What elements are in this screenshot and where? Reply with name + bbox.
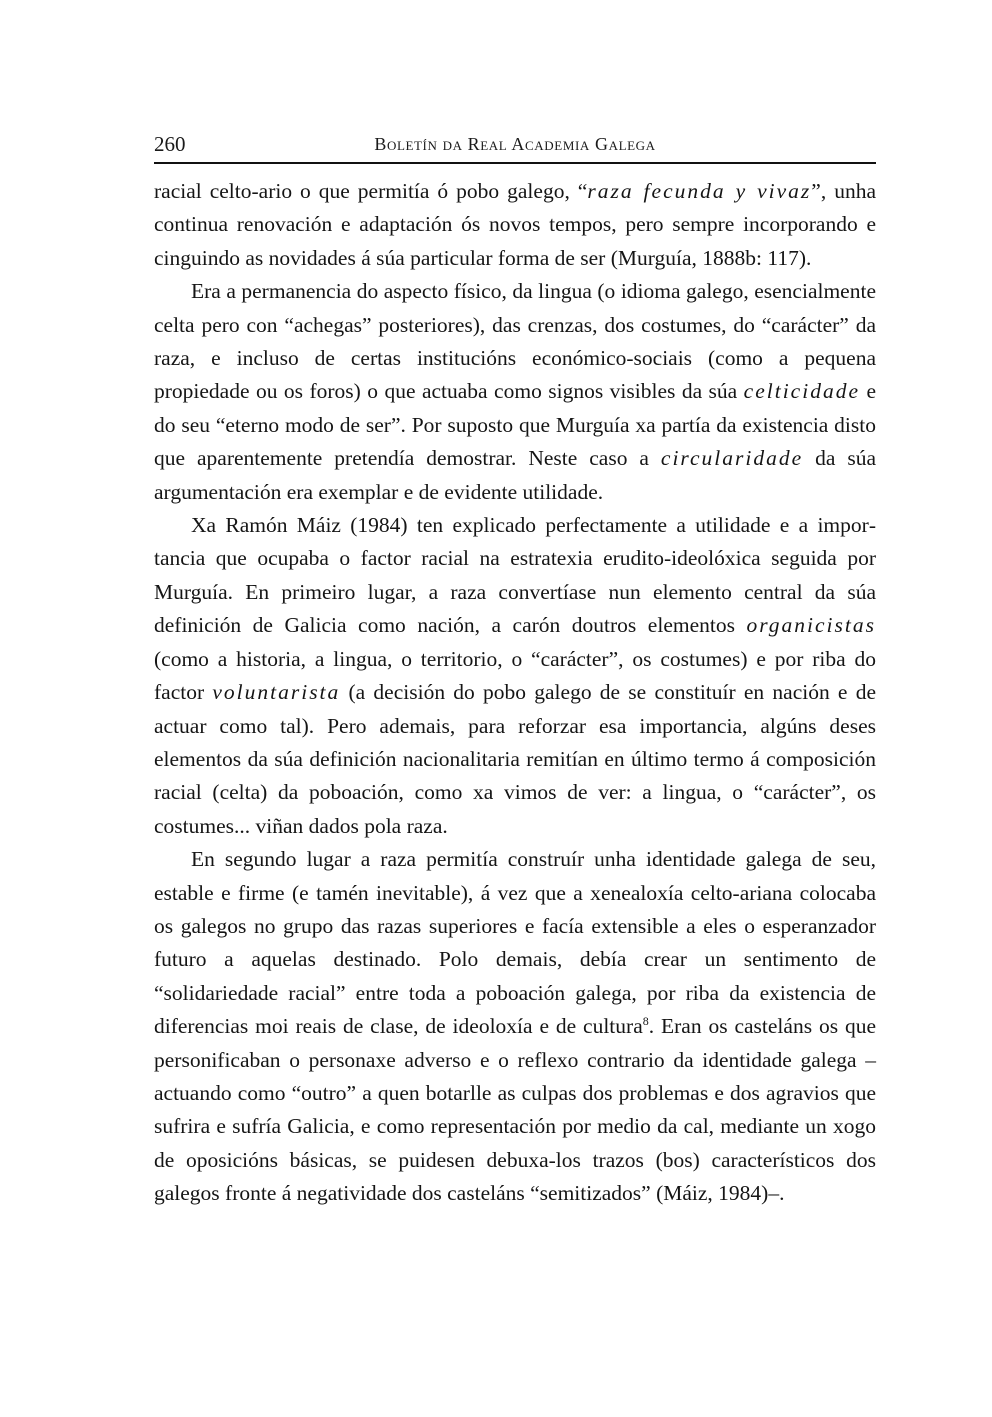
text-run: (como a historia, a lingua, o territorio, o “carácter”, os costumes) e por riba do factor <box>154 646 876 705</box>
text-run: e do seu “eterno modo de ser”. Por suposto que Murguía xa partía da existencia disto que aparentemente pretendía demostrar. Neste caso a <box>154 379 876 471</box>
journal-title: Boletín da Real Academia Galega <box>374 134 656 154</box>
paragraph-4 <box>154 843 876 1210</box>
text-run: racial celto-ario o que permitía ó pobo galego, “ <box>154 179 588 203</box>
header-rule <box>154 162 876 164</box>
italic-term: circularidade <box>660 446 804 471</box>
page-number: 260 <box>154 132 186 156</box>
italic-term: celticidade <box>743 379 860 404</box>
running-head <box>154 132 876 162</box>
text-run: (a decisión do pobo galego de se constituír en nación e de actuar como tal). Pero ademais, para reforzar esa importancia, algúns deses elementos da súa definición nacionalitaria remitían en último termo á composición racial (celta) da poboación, como xa vimos de ver: a lingua, o “carácter”, os costumes... viñan dados pola raza. <box>154 680 876 838</box>
text-run: da súa argumentación era exemplar e de evidente utilidade. <box>154 446 877 504</box>
text-run: Era a permanencia do aspecto físico, da lingua (o idioma galego, esencialmente celta pero con “achegas” posteriores), das crenzas, dos costumes, do “carácter” da raza, e incluso de certas institucións económico-sociais (como a pequena propiedade ou os foros) o que actuaba como signos visibles da súa <box>154 279 876 404</box>
italic-term: raza fecunda y vivaz <box>587 179 812 203</box>
paragraph-2 <box>154 275 876 509</box>
paragraph-1 <box>154 175 876 275</box>
italic-term: voluntarista <box>212 680 341 705</box>
text-run: . Eran os casteláns os que personificaban o personaxe adverso e o reflexo contrario da identidade galega –actuando como “outro” a quen botarlle as culpas dos problemas e dos agravios que sufrira e sufría Galicia, e como representación por medio da cal, mediante un xogo de oposicións básicas, se puidesen debuxa-los trazos (bos) característicos dos galegos fronte á negatividade dos casteláns “semitizados” (Máiz, 1984)–. <box>154 1014 876 1206</box>
text-run: Xa Ramón Máiz (1984) ten explicado perfectamente a utilidade e a importancia que ocupaba o factor racial na estratexia erudito-ideolóxica seguida por Murguía. En primeiro lugar, a raza convertíase nun elemento central da súa definición de Galicia como nación, a carón doutros elementos <box>154 513 876 638</box>
paragraph-3 <box>154 509 876 843</box>
footnote-marker: 8 <box>642 1014 649 1028</box>
body-text <box>154 175 876 1211</box>
text-run: En segundo lugar a raza permitía construír unha identidade galega de seu, estable e firme (e tamén inevitable), á vez que a xenealoxía celto-ariana colocaba os galegos no grupo das razas superiores e facía extensible a eles o esperanzador futuro a aquelas destinado. Polo demais, debía crear un sentimento de “solidariedade racial” entre toda a poboación galega, por riba da existencia de diferencias moi reais de clase, de ideoloxía e de cultura <box>154 847 876 1039</box>
italic-term: organicistas <box>746 613 876 638</box>
text-run: ”, unha continua renovación e adaptación ós novos tempos, pero sempre incorporando e cinguindo as novidades á súa particular forma de ser (Murguía, 1888b: 117). <box>154 179 876 270</box>
